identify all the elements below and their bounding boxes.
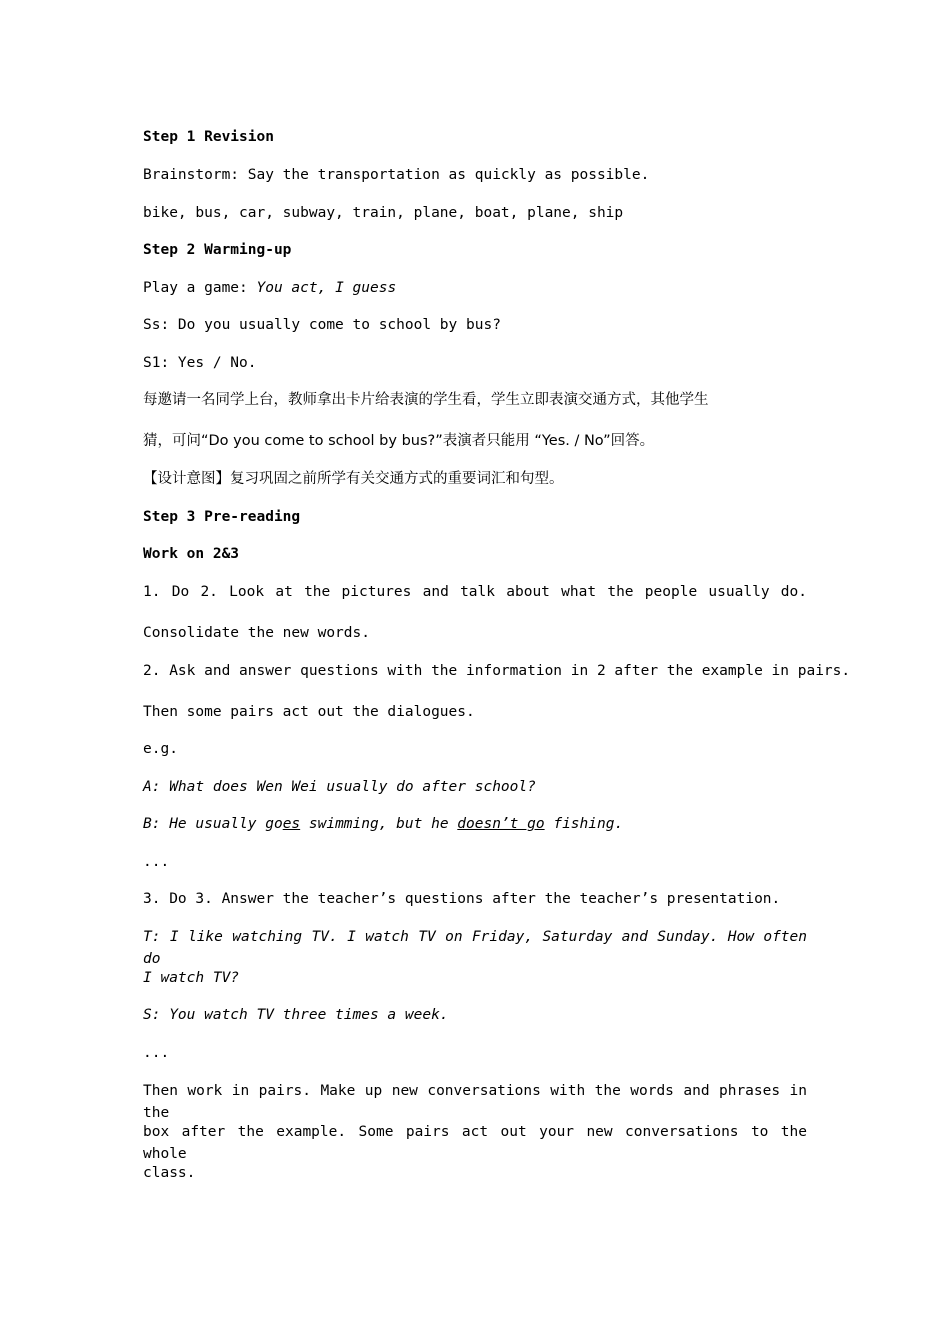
teacher-line-1: T: I like watching TV. I watch TV on Friday, Saturday and Sunday. How often do: [143, 929, 807, 967]
step3-heading: Step 3 Pre-reading: [143, 509, 301, 525]
dialog-b-part-5: fishing.: [544, 816, 624, 832]
dialog-b-underlined-es: es: [282, 816, 301, 832]
step1-heading: Step 1 Revision: [143, 129, 274, 145]
then-line-2: box after the example. Some pairs act out your new conversations to the whole: [143, 1124, 807, 1162]
item1-line-2: Consolidate the new words.: [143, 625, 370, 641]
teacher-line-2: I watch TV?: [143, 970, 240, 986]
s1-answer-line: S1: Yes / No.: [143, 355, 257, 371]
transport-words-line: bike, bus, car, subway, train, plane, boat, plane, ship: [143, 205, 624, 221]
ss-question-line: Ss: Do you usually come to school by bus?: [143, 317, 501, 333]
design-intent-line: 【设计意图】复习巩固之前所学有关交通方式的重要词汇和句型。: [143, 471, 564, 487]
dialog-a-line: A: What does Wen Wei usually do after school?: [143, 779, 536, 795]
ellipsis-1: ...: [143, 854, 170, 870]
brainstorm-line: Brainstorm: Say the transportation as quickly as possible.: [143, 167, 650, 183]
dialog-b-underlined-doesnt-go: doesn’t go: [457, 816, 545, 832]
work-on-subheading: Work on 2&3: [143, 546, 240, 562]
step2-heading: Step 2 Warming-up: [143, 242, 292, 258]
then-line-1: Then work in pairs. Make up new conversations with the words and phrases in the: [143, 1083, 807, 1121]
student-answer-line: S: You watch TV three times a week.: [143, 1007, 449, 1023]
game-line: [143, 277, 396, 299]
ellipsis-2: ...: [143, 1045, 170, 1061]
item2-line-1: 2. Ask and answer questions with the information in 2 after the example in pairs.: [143, 663, 851, 679]
game-name: You act, I guess: [256, 280, 397, 296]
example-label: e.g.: [143, 741, 178, 757]
dialog-b-line: [143, 813, 623, 835]
item3-line-1: 3. Do 3. Answer the teacher’s questions after the teacher’s presentation.: [143, 891, 781, 907]
dialog-b-part-1: B: He usually go: [143, 816, 283, 832]
cn-instruction-line-1: 每邀请一名同学上台，教师拿出卡片给表演的学生看，学生立即表演交通方式，其他学生: [143, 392, 709, 408]
dialog-b-part-3: swimming, but he: [300, 816, 458, 832]
item2-line-2: Then some pairs act out the dialogues.: [143, 704, 475, 720]
then-line-3: class.: [143, 1165, 196, 1181]
item1-line-1: 1. Do 2. Look at the pictures and talk about what the people usually do.: [143, 584, 807, 600]
cn-instruction-line-2: 猜，可问“Do you come to school by bus?”表演者只能用 “Yes. / No”回答。: [143, 433, 655, 449]
game-prefix: Play a game:: [143, 280, 257, 296]
